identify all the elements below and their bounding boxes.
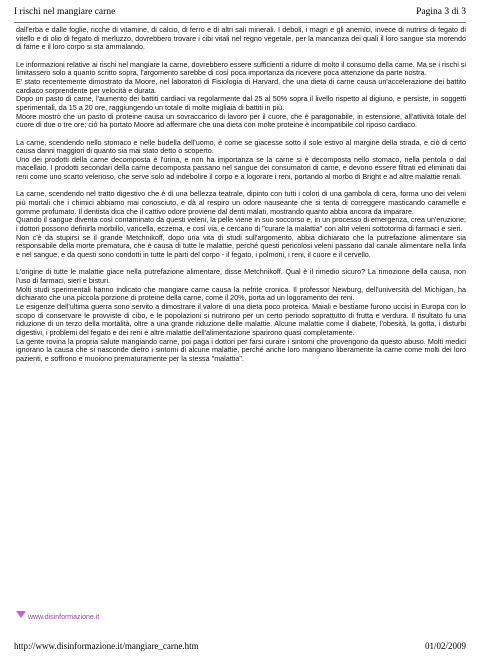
page-number: Pagina 3 di 3 (416, 7, 466, 17)
paragraph: La carne, scendendo nel tratto digestivo che è di una bellezza teatrale, dipinto con tutti i colori di una gambola di cera, forma uno dei veleni più mortali che i chimici abbiamo mai conosciuto, e dà al respiro un odore nauseante che si tenta di correggere masticando caramelle e gomme profumato. Il dentista dica che il cattivo odore proviene dal denti malati, mostrando quanto abbia ancora da imparare. (16, 189, 466, 216)
paragraph: Quando il sangue diventa così contaminato da questi veleni, la pelle viene in suo soccorso e, in un processo di emergenza, crea un'eruzione; i dottori possono definirla morbillo, varicella, eczema, e così via, e cercano di "curare la malattia" con altri veleni sottotorma di farmaci e sieri. (16, 215, 466, 234)
site-logo (16, 611, 99, 624)
header-divider (14, 22, 466, 23)
paragraph: Non c'è da stupirsi se il grande Metchnikoff, dopo una vita di studi sull'argomento, abbia dichiarato che la putrefazione alimentare sia responsabile della morte prematura, che è causa di tutte le malattie, perché questi pericolosi veleni passano dal canale alimentare nella linfa e nel sangue, e da questi sono condotti in tutte le parti del corpo - il fegato, i polmoni, i reni, il cuore e il cervello. (16, 232, 466, 260)
triangle-logo-icon (16, 611, 26, 618)
paragraph: L'origine di tutte le malattie giace nella putrefazione alimentare, disse Metchnikoff. Qual è il rimedio sicuro? La rimozione della causa, non l'uso di farmaci, sieri e bisturi. (16, 267, 466, 285)
paragraph: Molti studi sperimentali hanno indicato che mangiare carne causa la nefrite cronica. Il professor Newburg, dell'università del Michigan, ha dichiarato che una piccola porzione di proteine della carne, come il 20%, porta ad un logoramento dei reni. (16, 284, 466, 303)
print-date: 01/02/2009 (424, 641, 466, 651)
page-header (14, 7, 466, 21)
paragraph: Uno dei prodotti della carne decomposta è l'urina, e non ha importanza se la carne si è decomposta nello stomaco, nella pentola o dal macellaio. I prodotti secondari della carne decomposta passano nel sangue dei consumatori di carne, e devono essere filtrati ed eliminati dai reni come uno scarto velenoso, che serve solo ad indebolire il corpo e a logorare i reni, portando al morbo di Bright e ad altre malattie renali. (16, 154, 466, 182)
document-title: I rischi nel mangiare carne (14, 7, 116, 17)
paragraph: Le informazioni relative ai rischi nel mangiare la carne, dovrebbero essere sufficienti a ridurre di molto il consumo della carne. Ma se i rischi si limitassero solo a quanto scritto sopra, l'argomento sarebbe di così poca importanza da ricevere poca attenzione da parte nostra. (16, 59, 466, 78)
paragraph: Moore mostrò che un pasto di proteine causa un sovraccarico di lavoro per il cuore, che è paragonabile, in estensione, all'attività totale del cuore di due o tre ore; ciò ha portato Moore ad affermare che una dieta con molte proteine è incompatibile col riposo cardiaco. (16, 111, 466, 130)
paragraph: La carne, scendendo nello stomaco e nelle budella dell'uomo, è come se giacesse sotto il sole estivo al margine della strada, e ciò di certo causa danni maggiori di quanto sia mai stato detto o scoperto. (16, 137, 466, 156)
article-body (16, 26, 466, 364)
paragraph: Le esigenze dell'ultima guerra sono servito a dimostrare il valore di una dieta poco proteica. Maiali e bestiame furono uccisi in Europa con lo scopo di conservare le provviste di cibo, e le popolazioni si nutrirono per un certo periodo soprattutto di frutta e verdura. Il risultato fu una riduzione di un terzo della mortalità, oltre a una grande riduzione delle malattie. Alcune malattie come il diabete, l'obesità, la gotta, i disturbi digestivi, i problemi del fegato e dei reni e altre malattie dell'alimentazione sparirono quasi completamente. (16, 301, 466, 337)
paragraph: dall'erba e dalle foglie, ricche di vitamine, di calcio, di ferro e di altri sali minerali. I deboli, i magri e gli anemici, invece di nutrirsi di fegato di vitello e di olio di fegato di merluzzo, dovrebbero trovare i cibi vitali nel regno vegetale, per la mancanza dei quali il loro sangue sta morendo di fame e il loro corpo si sta ammalando. (16, 25, 466, 52)
site-logo-text: www.disinformazione.it (28, 614, 100, 621)
source-url: http://www.disinformazione.it/mangiare_carne.htm (14, 641, 199, 651)
paragraph: E' stato recentemente dimostrato da Moore, nel laboratori di Fisiologia di Harvard, che una dieta di carne causa un'accelerazione dei battito cardiaco sorprendente per velocità e durata. (16, 76, 466, 95)
paragraph: Dopo un pasto di carne, l'aumento dei battiti cardiaci va regolarmente dal 25 al 50% sopra il livello rispetto al digiuno, e persiste, in soggetti sperimentali, da 15 a 20 ore, raggiungendo un totale di molte migliaia di battiti in più. (16, 94, 466, 112)
paragraph: La gente rovina la propria salute mangiando carne, poi paga i dottori per farsi curare i sintomi che provengono da questo abuso. Molti medici ignorano la causa che si nasconde dietro i sintomi di alcune malattie, perché anche loro mangiano liberamente la carne come molti dei loro pazienti, e soffrono e muoiono prematuramente per la stessa "malattia". (16, 336, 466, 363)
